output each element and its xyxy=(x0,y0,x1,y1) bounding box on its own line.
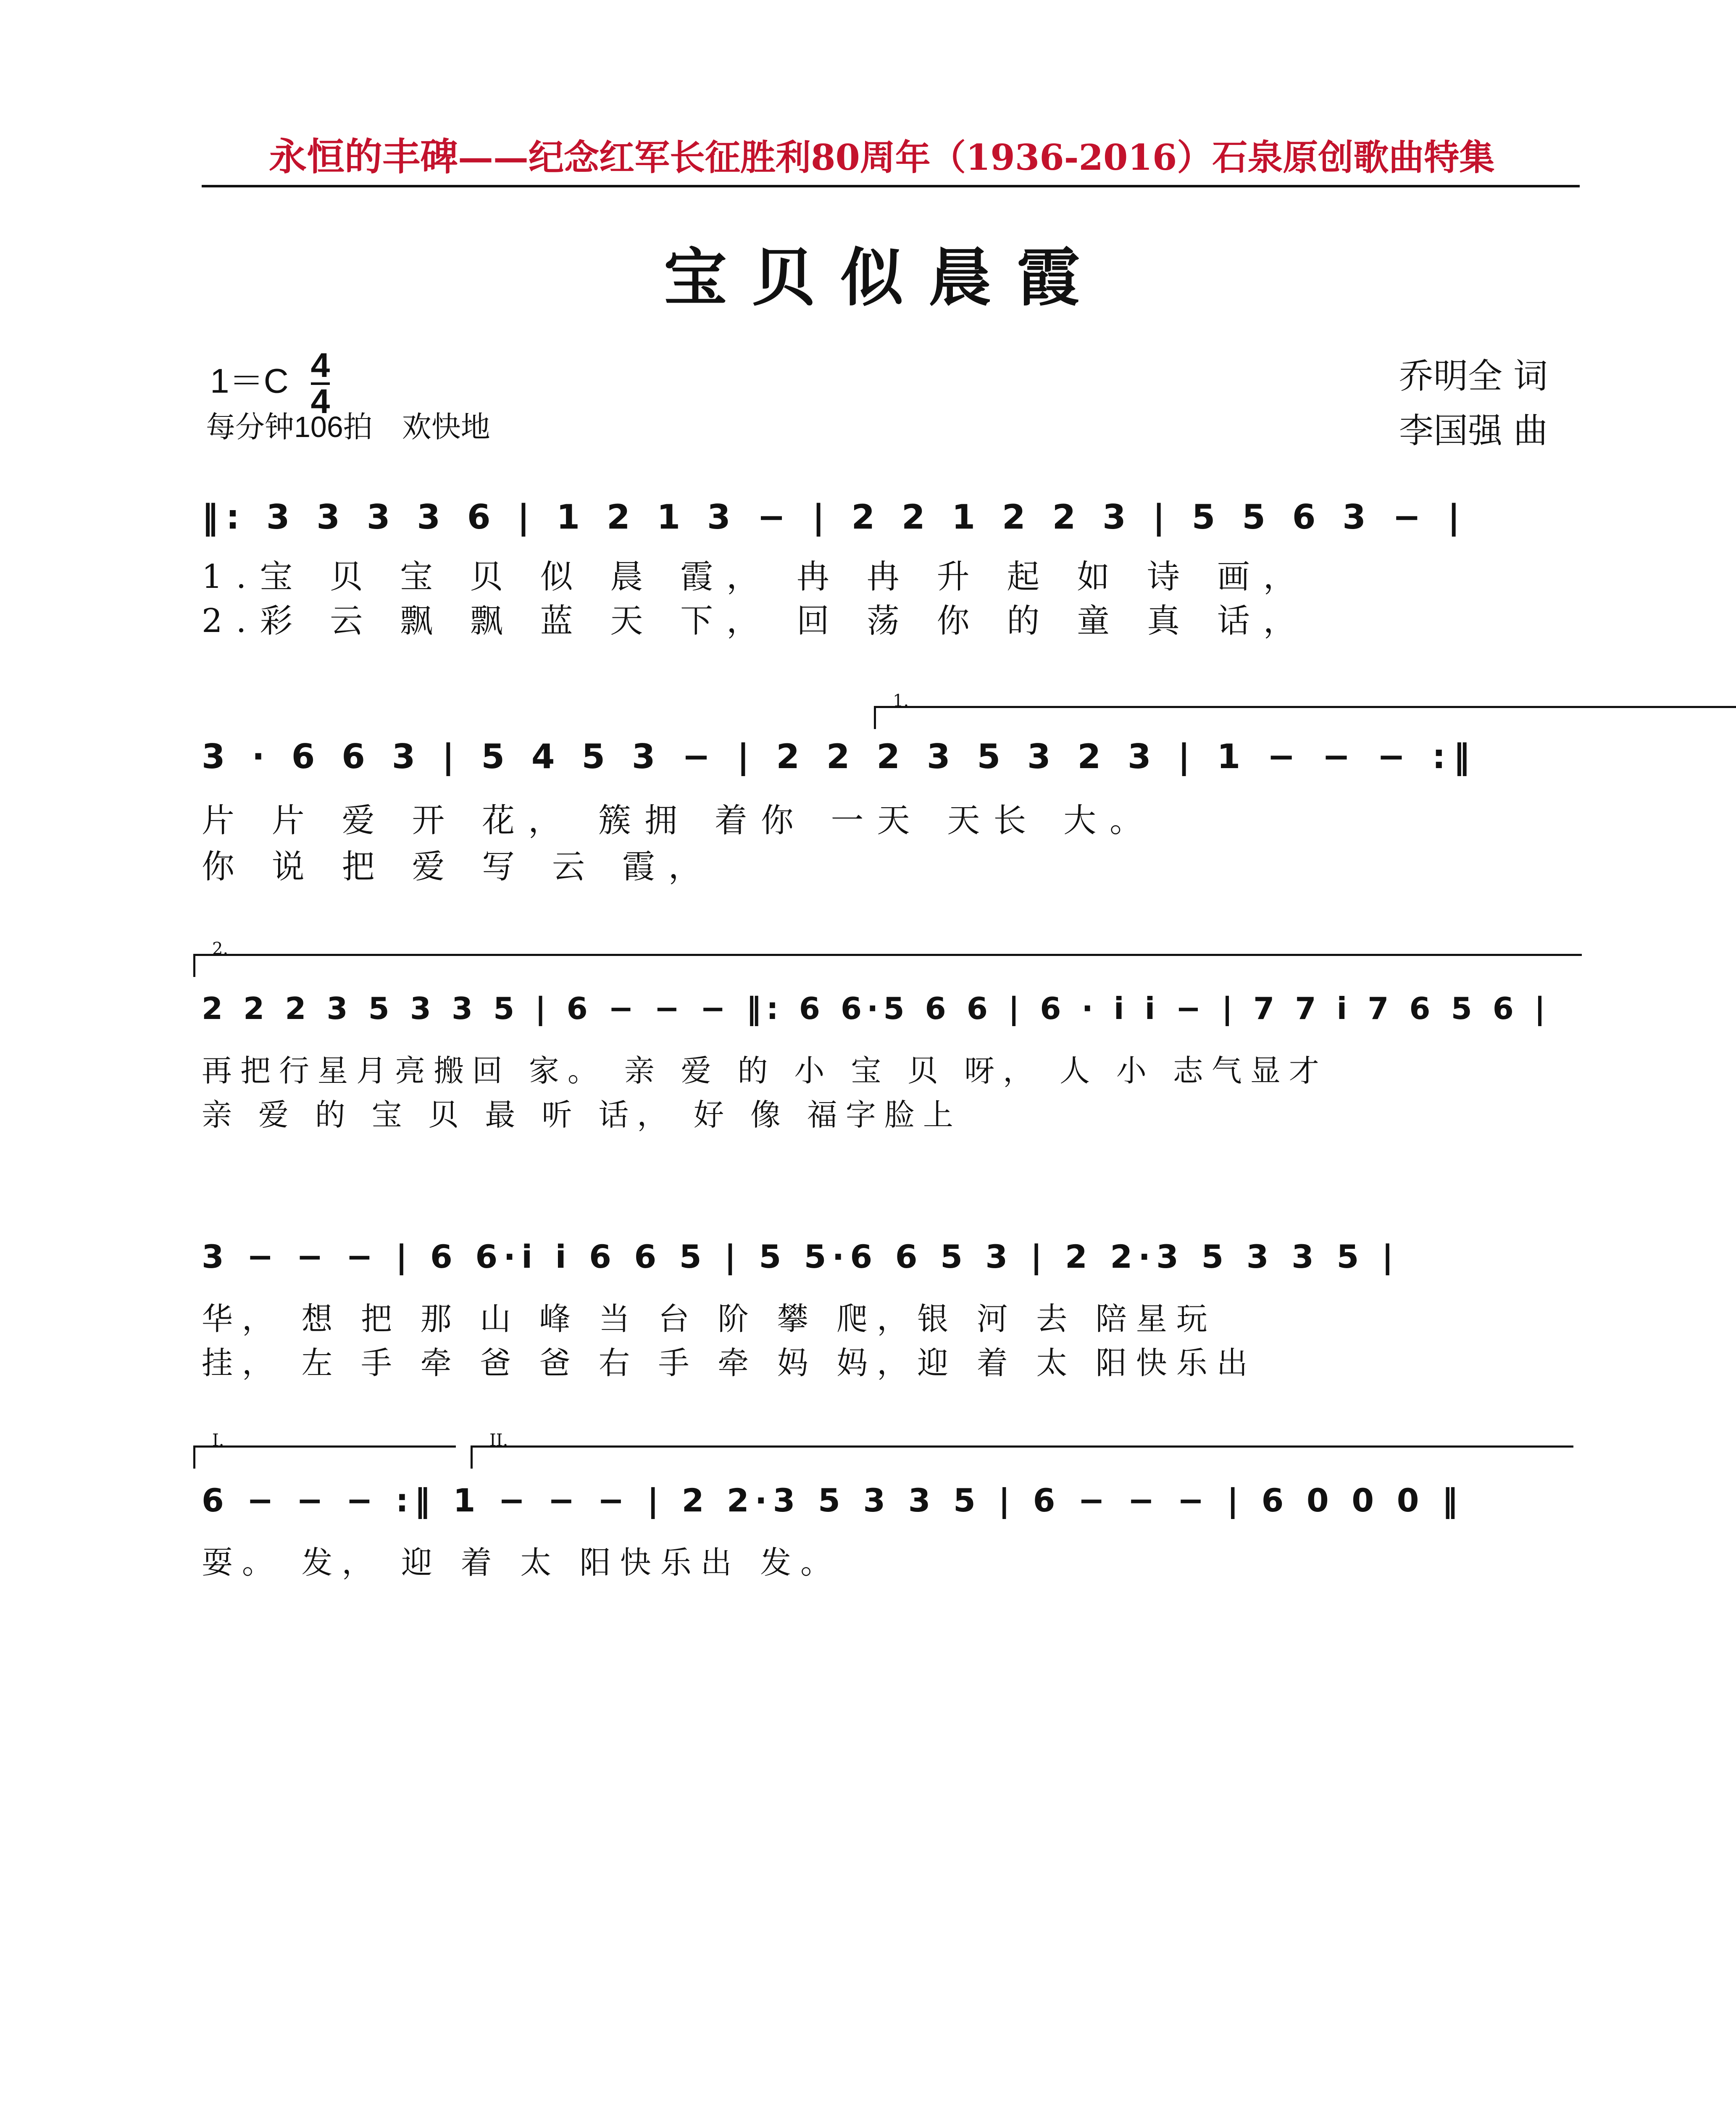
score-system-1 xyxy=(202,487,1580,640)
header-rule xyxy=(202,185,1580,187)
album-title: 永恒的丰碑 xyxy=(269,134,458,179)
key-label: 1＝C xyxy=(210,362,289,400)
lyrics-verse-2: 你 说 把 爱 写 云 霞， xyxy=(202,848,715,886)
lyrics-verse-2: 挂， 左 手 牵 爸 爸 右 手 牵 妈 妈，迎 着 太 阳快乐出 xyxy=(202,1345,1257,1381)
lyrics-verse-2: 亲 爱 的 宝 贝 最 听 话， 好 像 福字脸上 xyxy=(202,1097,962,1132)
album-header xyxy=(269,126,1494,181)
volta-bracket-1 xyxy=(874,691,1736,729)
volta-label: I. xyxy=(212,1431,224,1450)
time-top: 4 xyxy=(310,346,330,384)
lyrics-verse-1: 1.宝 贝 宝 贝 似 晨 霞， 冉 冉 升 起 如 诗 画， xyxy=(202,558,1310,596)
lyricist-credit: 乔明全 词 xyxy=(1399,356,1548,396)
album-subtitle: ——纪念红军长征胜利80周年（1936-2016）石泉原创歌曲特集 xyxy=(458,137,1495,178)
volta-bracket-2 xyxy=(193,939,1582,977)
tempo-marking: 每分钟106拍 欢快地 xyxy=(206,411,490,443)
song-title: 宝贝似晨霞 xyxy=(664,241,1105,315)
volta-bracket-II xyxy=(471,1431,1573,1469)
lyrics-verse-1: 片 片 爱 开 花， 簇拥 着你 一天 天长 大。 xyxy=(202,802,1156,840)
score-system-5 xyxy=(202,1431,1580,1609)
time-bottom: 4 xyxy=(310,382,330,421)
lyrics-verse-2: 2.彩 云 飘 飘 蓝 天 下， 回 荡 你 的 童 真 话， xyxy=(202,602,1310,640)
notes-line: ‖: 3 3 3 3 6 | 1 2 1 3 − | 2 2 1 2 2 3 | 5 5 6 3 − | xyxy=(202,497,1468,537)
notes-line: 2 2 2 3 5 3 3 5 | 6 − − − ‖: 6 6·5 6 6 | 6 · i i − | 7 7 i 7 6 5 6 | xyxy=(202,991,1551,1026)
score-system-4 xyxy=(202,1227,1580,1395)
lyrics-verse-1: 再把行星月亮搬回 家。 亲 爱 的 小 宝 贝 呀， 人 小 志气显才 xyxy=(202,1053,1328,1088)
volta-label: 1. xyxy=(893,691,909,711)
volta-label: 2. xyxy=(212,939,229,958)
lyrics-verse-1: 华， 想 把 那 山 峰 当 台 阶 攀 爬，银 河 去 陪星玩 xyxy=(202,1301,1217,1337)
lyrics-verse-1: 耍。 发， 迎 着 太 阳快乐出 发。 xyxy=(202,1545,841,1581)
notes-line: 6 − − − :‖ 1 − − − | 2 2·3 5 3 3 5 | 6 − − − | 6 0 0 0 ‖ xyxy=(202,1481,1464,1519)
notes-line: 3 − − − | 6 6·i i 6 6 5 | 5 5·6 6 5 3 | 2 2·3 5 3 3 5 | xyxy=(202,1237,1399,1275)
composer-credit: 李国强 曲 xyxy=(1399,411,1548,451)
volta-bracket-I xyxy=(193,1431,456,1469)
score-system-2 xyxy=(202,691,1580,895)
notes-line: 3 · 6 6 3 | 5 4 5 3 − | 2 2 2 3 5 3 2 3 | 1 − − − :‖ xyxy=(202,737,1478,776)
volta-label: II. xyxy=(489,1431,508,1450)
score-system-3 xyxy=(202,939,1580,1147)
